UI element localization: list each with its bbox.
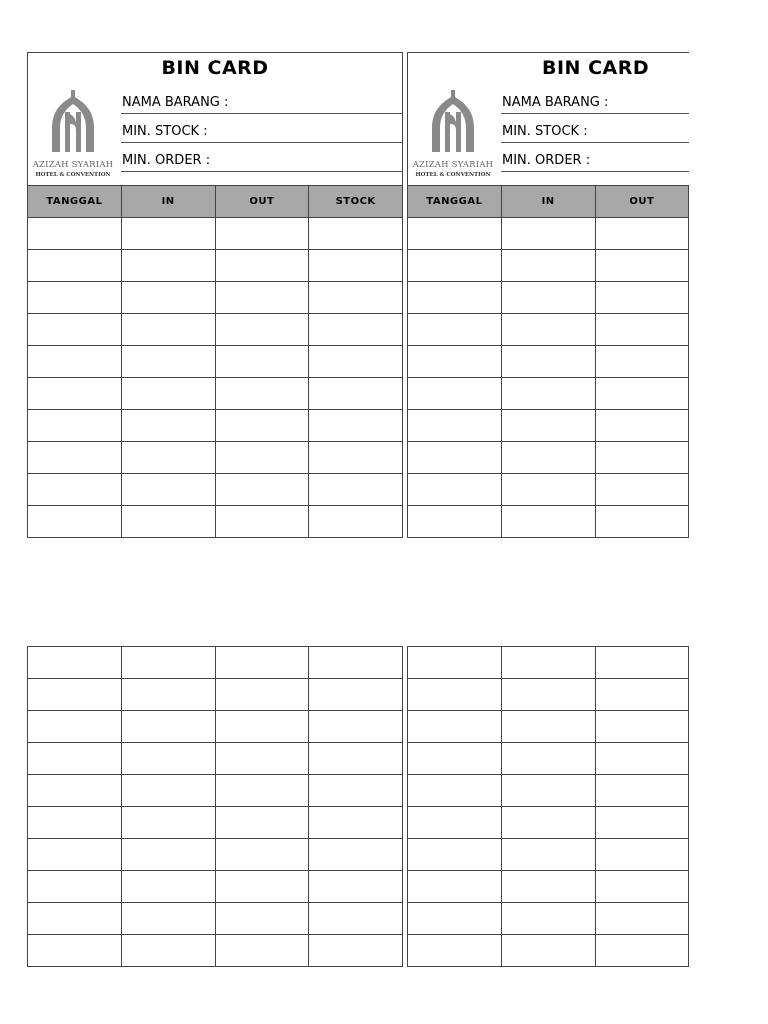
table-row — [28, 903, 403, 935]
table-cell[interactable] — [595, 743, 689, 775]
table-cell[interactable] — [408, 935, 502, 967]
table-cell[interactable] — [121, 871, 215, 903]
table-row — [408, 743, 690, 775]
table-cell[interactable] — [121, 506, 215, 538]
table-cell[interactable] — [408, 410, 502, 442]
table-row — [28, 378, 403, 410]
bin-card-header — [27, 52, 403, 185]
table-cell[interactable] — [215, 314, 309, 346]
table-cell[interactable] — [309, 903, 403, 935]
table-cell[interactable] — [595, 871, 689, 903]
table-row — [408, 442, 690, 474]
table-row — [28, 711, 403, 743]
table-cell[interactable] — [215, 378, 309, 410]
table-cell[interactable] — [215, 282, 309, 314]
table-row — [28, 282, 403, 314]
table-cell[interactable] — [28, 775, 122, 807]
table-cell[interactable] — [408, 807, 502, 839]
table-row — [408, 647, 690, 679]
table-cell[interactable] — [28, 743, 122, 775]
table-cell[interactable] — [215, 250, 309, 282]
table-cell[interactable] — [121, 935, 215, 967]
column-header-in: IN — [121, 186, 215, 218]
table-cell[interactable] — [595, 647, 689, 679]
table-cell[interactable] — [408, 903, 502, 935]
table-cell[interactable] — [408, 506, 502, 538]
column-header-tanggal: TANGGAL — [28, 186, 122, 218]
table-cell[interactable] — [121, 474, 215, 506]
brand-subtitle: HOTEL & CONVENTION — [35, 172, 111, 178]
table-row — [408, 871, 690, 903]
table-row — [28, 679, 403, 711]
table-cell[interactable] — [501, 711, 595, 743]
table-row — [28, 474, 403, 506]
table-cell[interactable] — [28, 346, 122, 378]
stock-table — [407, 185, 689, 538]
table-cell[interactable] — [501, 903, 595, 935]
table-cell[interactable] — [408, 314, 502, 346]
table-cell[interactable] — [215, 442, 309, 474]
table-cell[interactable] — [28, 647, 122, 679]
table-cell[interactable] — [595, 282, 689, 314]
table-row — [408, 903, 690, 935]
table-cell[interactable] — [121, 647, 215, 679]
table-row — [28, 647, 403, 679]
table-cell[interactable] — [408, 647, 502, 679]
table-cell[interactable] — [28, 839, 122, 871]
table-cell[interactable] — [595, 378, 689, 410]
table-cell[interactable] — [121, 679, 215, 711]
table-cell[interactable] — [28, 314, 122, 346]
table-cell[interactable] — [408, 346, 502, 378]
table-row — [408, 679, 690, 711]
table-cell[interactable] — [121, 282, 215, 314]
table-cell[interactable] — [309, 871, 403, 903]
nama-barang-label: NAMA BARANG : — [502, 95, 609, 110]
table-cell[interactable] — [595, 903, 689, 935]
table-cell[interactable] — [28, 474, 122, 506]
table-cell[interactable] — [121, 903, 215, 935]
table-row — [408, 506, 690, 538]
table-cell[interactable] — [215, 218, 309, 250]
table-cell[interactable] — [309, 807, 403, 839]
table-cell[interactable] — [501, 282, 595, 314]
table-cell[interactable] — [309, 775, 403, 807]
company-logo — [408, 88, 498, 183]
min-stock-field[interactable] — [121, 114, 403, 143]
table-cell[interactable] — [501, 839, 595, 871]
table-row — [408, 935, 690, 967]
nama-barang-field[interactable] — [501, 85, 689, 114]
table-cell[interactable] — [408, 282, 502, 314]
table-cell[interactable] — [309, 314, 403, 346]
bin-card-title: BIN CARD — [161, 57, 269, 79]
min-order-field[interactable] — [121, 143, 403, 172]
table-row — [28, 807, 403, 839]
table-row — [408, 711, 690, 743]
table-row — [408, 807, 690, 839]
table-cell[interactable] — [309, 378, 403, 410]
table-cell[interactable] — [501, 743, 595, 775]
table-cell[interactable] — [215, 346, 309, 378]
table-cell[interactable] — [28, 442, 122, 474]
table-cell[interactable] — [595, 250, 689, 282]
table-cell[interactable] — [408, 775, 502, 807]
table-cell[interactable] — [215, 506, 309, 538]
brand-subtitle: HOTEL & CONVENTION — [415, 172, 491, 178]
table-cell[interactable] — [215, 935, 309, 967]
table-row — [408, 314, 690, 346]
table-cell[interactable] — [408, 378, 502, 410]
table-cell[interactable] — [28, 250, 122, 282]
column-header-in: IN — [501, 186, 595, 218]
table-cell[interactable] — [501, 506, 595, 538]
min-order-field[interactable] — [501, 143, 689, 172]
table-cell[interactable] — [215, 410, 309, 442]
table-cell[interactable] — [121, 839, 215, 871]
bin-card-header — [407, 52, 689, 185]
table-cell[interactable] — [215, 839, 309, 871]
column-header-tanggal: TANGGAL — [408, 186, 502, 218]
table-cell[interactable] — [28, 871, 122, 903]
table-cell[interactable] — [408, 218, 502, 250]
table-cell[interactable] — [595, 711, 689, 743]
mosque-dome-logo-icon — [48, 90, 98, 156]
min-order-label: MIN. ORDER : — [122, 153, 211, 168]
table-cell[interactable] — [408, 679, 502, 711]
min-stock-label: MIN. STOCK : — [122, 124, 208, 139]
table-cell[interactable] — [309, 647, 403, 679]
table-cell[interactable] — [309, 506, 403, 538]
column-header-out: OUT — [215, 186, 309, 218]
table-cell[interactable] — [595, 807, 689, 839]
brand-name: AZIZAH SYARIAH — [32, 160, 114, 170]
table-cell[interactable] — [309, 474, 403, 506]
table-cell[interactable] — [28, 218, 122, 250]
table-cell[interactable] — [595, 839, 689, 871]
table-cell[interactable] — [501, 218, 595, 250]
company-logo — [28, 88, 118, 183]
stock-table — [407, 646, 689, 967]
table-cell[interactable] — [28, 410, 122, 442]
table-cell[interactable] — [309, 282, 403, 314]
table-cell[interactable] — [121, 314, 215, 346]
table-cell[interactable] — [121, 743, 215, 775]
table-row — [28, 346, 403, 378]
table-row — [28, 839, 403, 871]
bin-card-title: BIN CARD — [542, 57, 650, 79]
table-row — [408, 250, 690, 282]
min-order-label: MIN. ORDER : — [502, 153, 591, 168]
min-stock-field[interactable] — [501, 114, 689, 143]
table-row — [28, 935, 403, 967]
table-cell[interactable] — [215, 743, 309, 775]
table-cell[interactable] — [121, 218, 215, 250]
table-row — [408, 839, 690, 871]
table-cell[interactable] — [595, 474, 689, 506]
table-cell[interactable] — [501, 410, 595, 442]
column-header-out: OUT — [595, 186, 689, 218]
table-row — [408, 346, 690, 378]
table-cell[interactable] — [309, 711, 403, 743]
table-row — [28, 442, 403, 474]
table-cell[interactable] — [215, 474, 309, 506]
table-cell[interactable] — [408, 839, 502, 871]
table-cell[interactable] — [28, 807, 122, 839]
table-cell[interactable] — [501, 442, 595, 474]
table-cell[interactable] — [408, 743, 502, 775]
table-cell[interactable] — [121, 346, 215, 378]
table-header-row — [408, 186, 690, 218]
table-cell[interactable] — [309, 743, 403, 775]
table-row — [28, 218, 403, 250]
table-cell[interactable] — [501, 314, 595, 346]
table-cell[interactable] — [121, 775, 215, 807]
table-cell[interactable] — [501, 250, 595, 282]
table-cell[interactable] — [501, 378, 595, 410]
table-cell[interactable] — [595, 410, 689, 442]
brand-name: AZIZAH SYARIAH — [412, 160, 494, 170]
bin-card-top-right — [407, 52, 689, 538]
table-row — [28, 775, 403, 807]
table-cell[interactable] — [309, 935, 403, 967]
table-row — [28, 314, 403, 346]
table-row — [28, 250, 403, 282]
table-cell[interactable] — [121, 807, 215, 839]
table-cell[interactable] — [408, 250, 502, 282]
min-stock-label: MIN. STOCK : — [502, 124, 588, 139]
stock-table — [27, 185, 403, 538]
table-cell[interactable] — [501, 679, 595, 711]
table-cell[interactable] — [501, 807, 595, 839]
table-cell[interactable] — [121, 378, 215, 410]
table-row — [408, 410, 690, 442]
table-cell[interactable] — [121, 711, 215, 743]
table-row — [28, 743, 403, 775]
table-cell[interactable] — [28, 711, 122, 743]
table-cell[interactable] — [501, 474, 595, 506]
table-cell[interactable] — [501, 935, 595, 967]
table-row — [408, 218, 690, 250]
table-cell[interactable] — [408, 871, 502, 903]
table-row — [408, 775, 690, 807]
table-cell[interactable] — [408, 711, 502, 743]
table-cell[interactable] — [215, 903, 309, 935]
table-cell[interactable] — [215, 871, 309, 903]
table-cell[interactable] — [215, 775, 309, 807]
table-row — [28, 871, 403, 903]
table-cell[interactable] — [28, 506, 122, 538]
table-cell[interactable] — [215, 711, 309, 743]
table-cell[interactable] — [309, 410, 403, 442]
table-cell[interactable] — [501, 775, 595, 807]
table-cell[interactable] — [595, 935, 689, 967]
bin-card-bottom-left — [27, 646, 403, 967]
table-cell[interactable] — [215, 679, 309, 711]
table-cell[interactable] — [501, 346, 595, 378]
table-cell[interactable] — [309, 250, 403, 282]
nama-barang-field[interactable] — [121, 85, 403, 114]
table-cell[interactable] — [28, 282, 122, 314]
table-cell[interactable] — [309, 346, 403, 378]
table-cell[interactable] — [595, 314, 689, 346]
table-cell[interactable] — [28, 935, 122, 967]
table-cell[interactable] — [28, 378, 122, 410]
stock-table — [27, 646, 403, 967]
table-cell[interactable] — [309, 679, 403, 711]
table-cell[interactable] — [121, 410, 215, 442]
table-cell[interactable] — [309, 839, 403, 871]
table-row — [28, 506, 403, 538]
table-cell[interactable] — [595, 346, 689, 378]
table-cell[interactable] — [408, 442, 502, 474]
table-row — [408, 378, 690, 410]
table-cell[interactable] — [595, 442, 689, 474]
bin-card-bottom-right — [407, 646, 689, 967]
table-row — [408, 282, 690, 314]
table-cell[interactable] — [595, 506, 689, 538]
table-cell[interactable] — [309, 218, 403, 250]
table-cell[interactable] — [28, 679, 122, 711]
table-cell[interactable] — [595, 775, 689, 807]
table-cell[interactable] — [121, 442, 215, 474]
table-cell[interactable] — [595, 679, 689, 711]
table-cell[interactable] — [215, 647, 309, 679]
table-row — [408, 474, 690, 506]
mosque-dome-logo-icon — [428, 90, 478, 156]
table-cell[interactable] — [595, 218, 689, 250]
table-cell[interactable] — [309, 442, 403, 474]
table-cell[interactable] — [28, 903, 122, 935]
table-cell[interactable] — [121, 250, 215, 282]
table-row — [28, 410, 403, 442]
table-cell[interactable] — [501, 647, 595, 679]
column-header-stock: STOCK — [309, 186, 403, 218]
nama-barang-label: NAMA BARANG : — [122, 95, 229, 110]
table-cell[interactable] — [408, 474, 502, 506]
bin-card-top-left — [27, 52, 403, 538]
table-cell[interactable] — [501, 871, 595, 903]
table-header-row — [28, 186, 403, 218]
table-cell[interactable] — [215, 807, 309, 839]
